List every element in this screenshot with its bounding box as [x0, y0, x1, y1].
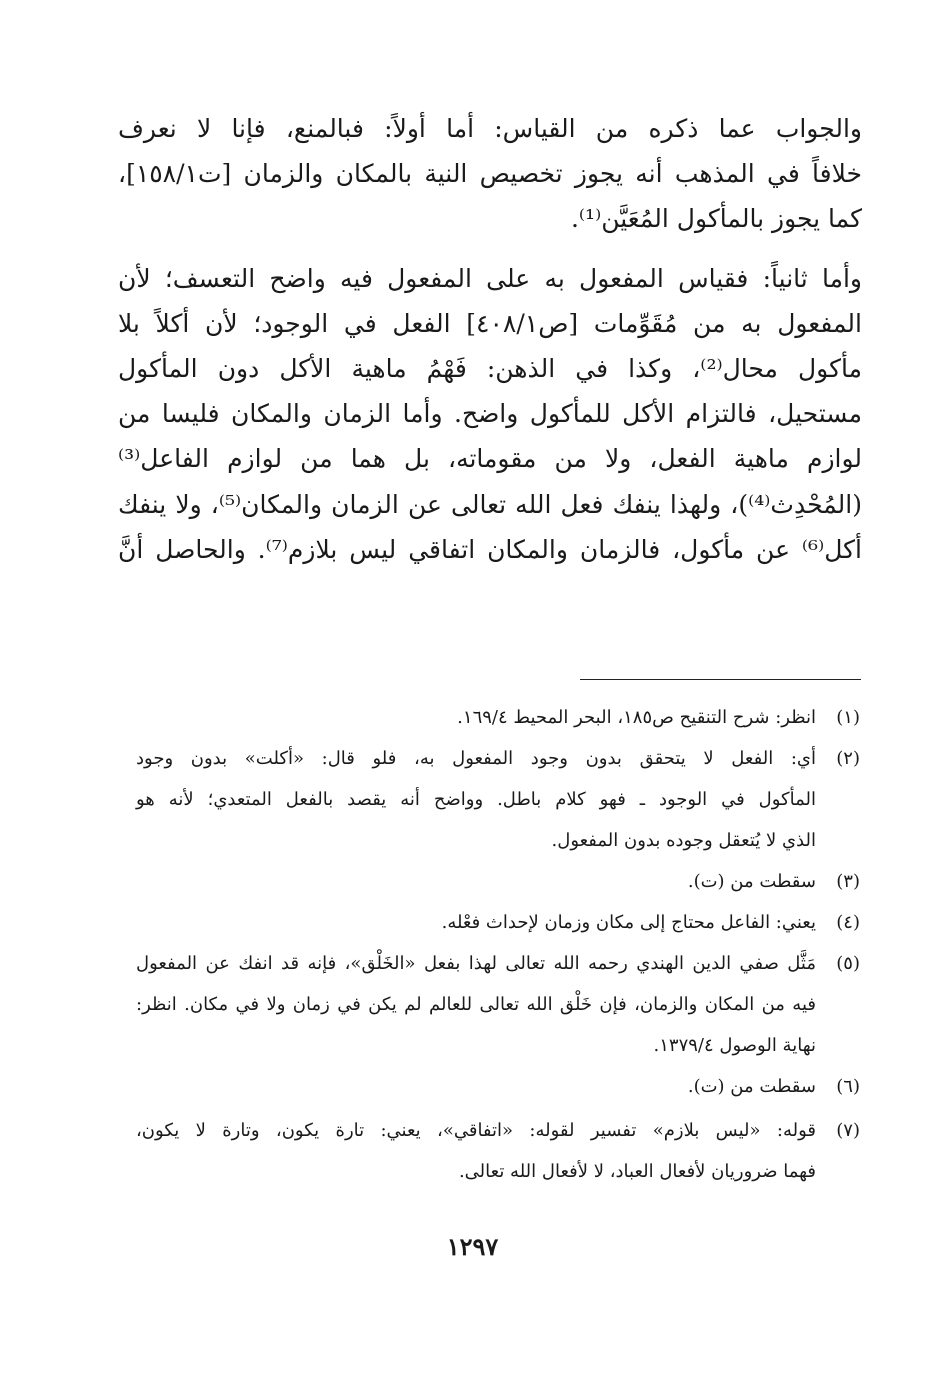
footnote-line: أي: الفعل لا يتحقق بدون وجود المفعول به، فلو قال: «أكلت» بدون وجود: [136, 748, 816, 769]
footnote-1: [136, 697, 860, 738]
footnote-text: [136, 1066, 816, 1107]
text-line: خلافاً في المذهب أنه يجوز تخصيص النية بالمكان والزمان [ت١٥٨/١]،: [118, 159, 862, 189]
footnote-text: [136, 902, 816, 943]
footnote-line: فيه من المكان والزمان، فإن خَلْق الله تعالى للعالم لم يكن في زمان ولا في مكان. انظر:: [136, 994, 816, 1015]
text-line: مأكول محال⁽²⁾، وكذا في الذهن: فَهْمُ ماهية الأكل دون المأكول: [118, 354, 863, 384]
page-number: ١٢٩٧: [446, 1232, 499, 1261]
footnote-text: [136, 861, 816, 902]
text-line: المفعول به من مُقَوِّمات [ص٤٠٨/١] الفعل في الوجود؛ لأن أكلاً بلا: [118, 308, 862, 338]
text-line: كما يجوز بالمأكول المُعَيَّن⁽¹⁾.: [570, 204, 862, 234]
footnote-text: [136, 943, 816, 1066]
text-line: وأما ثانياً: فقياس المفعول به على المفعول فيه واضح التعسف؛ لأن: [118, 263, 862, 293]
footnote-text: [136, 738, 816, 861]
text-line: (المُحْدِث⁽⁴⁾)، ولهذا ينفك فعل الله تعالى عن الزمان والمكان⁽⁵⁾، ولا ينفك: [118, 489, 862, 519]
footnote-number: (٥): [836, 953, 860, 974]
footnote-7: [136, 1110, 860, 1192]
footnote-3: [136, 861, 860, 902]
footnote-line: المأكول في الوجود ـ فهو كلام باطل. وواضح أنه يقصد بالفعل المتعدي؛ لأنه هو: [136, 789, 816, 810]
footnote-5: [136, 943, 860, 1066]
footnote-number: (٢): [836, 748, 860, 769]
footnote-line: قوله: «ليس بلازم» تفسير لقوله: «اتفاقي»، يعني: تارة يكون، وتارة لا يكون،: [136, 1120, 816, 1141]
footnote-number: (١): [836, 707, 860, 728]
footnote-line: الذي لا يُتعقل وجوده بدون المفعول.: [551, 830, 816, 851]
footnote-line: نهاية الوصول ١٣٧٩/٤.: [653, 1035, 816, 1056]
footnote-number: (٣): [836, 871, 860, 892]
footnote-line: يعني: الفاعل محتاج إلى مكان وزمان لإحداث فعْله.: [441, 912, 816, 933]
footnote-line: مَثَّل صفي الدين الهندي رحمه الله تعالى لهذا بفعل «الخَلْق»، فإنه قد انفك عن المفعول: [136, 953, 816, 974]
footnote-line: انظر: شرح التنقيح ص١٨٥، البحر المحيط ١٦٩/٤.: [457, 707, 816, 728]
footnote-2: [136, 738, 860, 861]
footnote-line: سقطت من (ت).: [687, 1076, 816, 1097]
footnote-line: سقطت من (ت).: [687, 871, 816, 892]
paragraph-1: [118, 106, 862, 242]
text-line: مستحيل، فالتزام الأكل للمأكول واضح. وأما الزمان والمكان فليسا من: [118, 399, 862, 429]
footnote-line: فهما ضروريان لأفعال العباد، لا لأفعال الله تعالى.: [458, 1161, 816, 1182]
footnote-6: [136, 1066, 860, 1107]
text-line: والجواب عما ذكره من القياس: أما أولاً: فبالمنع، فإنا لا نعرف: [118, 114, 862, 143]
footnote-text: [136, 697, 816, 738]
footnote-number: (٧): [836, 1120, 860, 1141]
text-line: لوازم ماهية الفعل، ولا من مقوماته، بل هما من لوازم الفاعل⁽³⁾: [118, 444, 862, 474]
footnote-text: [136, 1110, 816, 1192]
paragraph-2: [118, 256, 862, 572]
footnote-number: (٦): [836, 1076, 860, 1097]
footnote-4: [136, 902, 860, 943]
footnotes: [136, 697, 860, 1192]
text-line: أكل⁽⁶⁾ عن مأكول، فالزمان والمكان اتفاقي ليس بلازم⁽⁷⁾. والحاصل أنَّ: [118, 534, 862, 564]
footnote-divider: [580, 679, 861, 680]
main-text: [118, 106, 862, 572]
footnote-number: (٤): [836, 912, 860, 933]
